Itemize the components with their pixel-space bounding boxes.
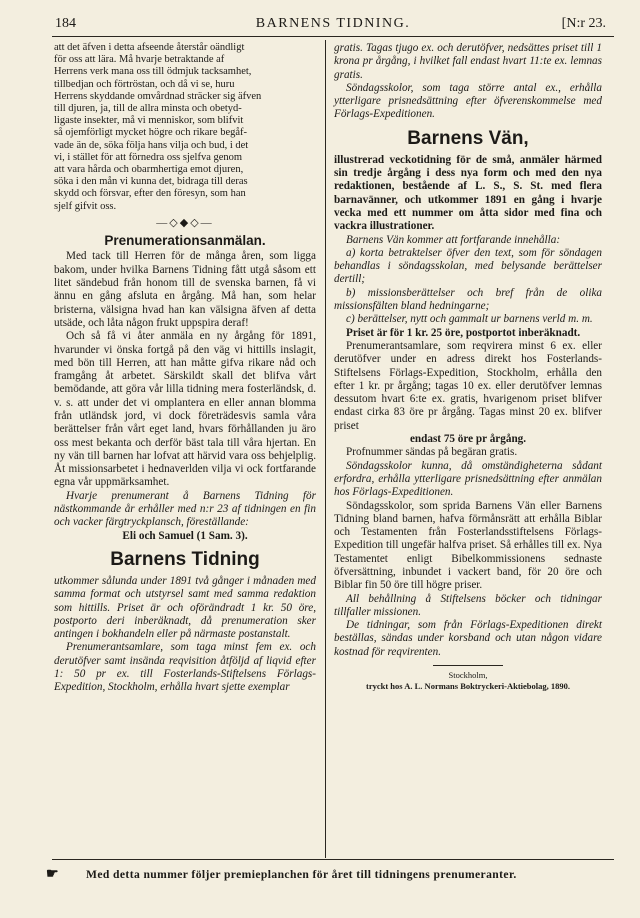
text-line: vi, i stället för att förnedra oss sjelfva genom (54, 151, 243, 163)
paragraph-proceeds: All behållning å Stiftelsens böcker och tidningar tillfaller missionen. (334, 592, 602, 618)
page-number: 184 (55, 16, 76, 31)
footer-text: Med detta nummer följer premieplanchen för året till tidningens prenumeranter. (86, 868, 517, 881)
text-line: skydd och försvar, efter den föresyn, som han (54, 188, 246, 200)
paragraph-premium: Hvarje prenumerant å Barnens Tidning för nästkommande år erhåller med n:r 23 af tidningen en fin och vacker färgtryckplansch, föreställande: (54, 489, 316, 529)
barnens-tidning-title: Barnens Tidning (110, 548, 260, 570)
text-line: söka i den mån vi kunna det, bidraga till deras (54, 176, 248, 188)
paragraph-sunday-schools: Söndagsskolor kunna, då omständigheterna sådant erfordra, erhålla ytterligare prisnedsättning efter anmälan hos Förlags-Expeditionen. (334, 459, 602, 499)
bottom-rule (52, 859, 614, 860)
paragraph-thanks: Med tack till Herren för de många åren, som ligga bakom, under hvilka Barnens Tidning fått utgå såsom ett litet sändebud från honom till de svenska barnen, få vi ännu en gång afsluta en årgång. Må han, som helar bristerna, välsigna hvad han kan välsigna äfven af detta utsäde, och låta någon frukt uppspira deraf! (54, 250, 316, 329)
price-minimum: endast 75 öre pr årgång. (409, 433, 527, 446)
text-line: Herrens skyddande omvårdnad sträcker sig äfven (54, 90, 262, 102)
ornament-divider: —◇◆◇— (156, 216, 214, 229)
text-line: för oss att lära. Må hvarje betraktande af (54, 54, 225, 66)
text-line: vade än de, söka följa hans vilja och bud, i det (54, 139, 249, 151)
sample-copies: Profnummer sändas på begäran gratis. (346, 446, 518, 459)
paragraph-new-year: Och så få vi åter anmäla en ny årgång för 1891, hvarunder vi önska fortgå på den väg vi hittills inslagit, med bön till Herren, att han måtte gifva rikare nåd och framgång åt arbetet. Särskildt skall det blifva vårt bemödande, att göra vår lilla tidning mera fosterländsk, d. v. s. att under det vi omplantera en eller annan blomma från utländsk jord, vi dock företrädesvis samla våra berättelser från vårt eget land, hvars förhållanden ju äro oss mest bekanta och derför bäst tala till våra hjertan. En ny vän till barnen har lofvat att härvid vara oss behjelplig. Åt missionsarbetet i hednaverlden vilja vi ock fortfarande egna vår uppmärksamhet. (54, 330, 316, 489)
imprint-printer: tryckt hos A. L. Normans Boktryckeri-Aktiebolag, 1890. (366, 681, 570, 692)
content-item-a: a) korta betraktelser öfver den text, som för söndagen behandlas i söndagsskolan, med belysande berättelser dertill; (334, 246, 602, 286)
paragraph-gratis: gratis. Tagas tjugo ex. och derutöfver, nedsättes priset till 1 krona pr årgång, i hvilket fall endast hvart 11:te ex. lemnas gratis. (334, 42, 602, 81)
text-line: Herrens verk mana oss till ödmjuk tacksamhet, (54, 66, 252, 78)
issue-number: [N:r 23. (561, 16, 606, 31)
paragraph-sunday-discount: Söndagsskolor, som taga större antal ex., erhålla ytterligare prisnedsättning efter öfverenskommelse med Förlags-Expeditionen. (334, 81, 602, 121)
paragraph-delivery: De tidningar, som från Förlags-Expeditionen direkt beställas, sändas under korsband och utan någon vidare kostnad för reqvirenten. (334, 619, 602, 658)
imprint-city: Stockholm, (448, 670, 488, 681)
masthead-title: BARNENS TIDNING. (255, 16, 411, 31)
section-heading: Prenumerationsanmälan. (104, 233, 266, 249)
left-column (54, 42, 316, 695)
text-line: ligaste insekter, må vi menniskor, som blifvit (54, 115, 244, 127)
text-line: till djuren, ja, till de allra minsta och obetyd- (54, 103, 242, 115)
text-line: så ojemförligt mycket högre och rikare begåf- (54, 127, 248, 139)
text-line: att det äfven i detta afseende återstår oändligt (54, 42, 245, 53)
plansch-title: Eli och Samuel (1 Sam. 3). (122, 529, 248, 542)
paragraph-bibles: Söndagsskolor, som sprida Barnens Vän eller Barnens Tidning bland barnen, hafva förmånsrätt att erhålla Biblar och Testamenten från Fosterlandsstiftelsens Förlags-Expedition till ungefär halfva priset. Så erhålles till ex. Nya Testamentet enligt Bibelkommissionens sednaste öfversättning, inbundet i vackert band, för 20 öre och Biblar fin 50 öre till högre priser. (334, 499, 602, 592)
text-line: tillbedjan och förtröstan, och då vi se, huru (54, 78, 235, 90)
paragraph-collectors: Prenumerantsamlare, som taga minst fem ex. och derutöfver samt insända reqvisition åtföljd af liqvid efter 1: 50 pr ex. till Fosterlands-Stiftelsens Förlags-Expedition, Stockholm, erhålla hvart sjette exemplar (54, 641, 316, 694)
content-item-b: b) missionsberättelser och bref från de olika missionsfälten bland hedningarne; (334, 286, 602, 313)
price-line: Priset är för 1 kr. 25 öre, postportot inberäknadt. (346, 326, 581, 339)
article-ending (54, 42, 316, 213)
page-header (52, 14, 614, 37)
paragraph-barnens-van: illustrerad veckotidning för de små, anmäler härmed sin tredje årgång i dess nya form och med den nya redaktionen, bestående af L. S., S. St. med flera barnavänner, och utkommer 1891 en gång i hvarje vecka med ett nummer om åtta sidor med fina och vackra illustrationer. (334, 153, 602, 233)
paragraph-publication: utkommer sålunda under 1891 två gånger i månaden med samma format och utstyrsel samt med samma redaktion som hittills. Priset är och oförändradt 1 kr. 50 öre, postporto deri inberäknadt, då prenumeration sker antingen i bokhandeln eller på närmaste postanstalt. (54, 574, 316, 641)
contents-intro: Barnens Vän kommer att fortfarande innehålla: (346, 233, 561, 246)
footer-notice (46, 867, 616, 883)
content-item-c: c) berättelser, nytt och gammalt ur barnens verld m. m. (346, 313, 593, 326)
right-column (334, 42, 602, 692)
imprint (334, 670, 602, 692)
text-line: sjelf gifvit oss. (54, 200, 117, 212)
barnens-van-title: Barnens Vän, (407, 127, 529, 149)
text-line: att vara hårda och obarmhertiga emot djuren, (54, 164, 244, 176)
column-divider (325, 40, 326, 858)
pointing-hand-icon: ☛ (46, 867, 59, 882)
paragraph-subscription-collectors: Prenumerantsamlare, som reqvirera minst 6 ex. eller derutöfver under en adress direkt hos Fosterlands-Stiftelsens Förlags-Expedition, Stockholm, erhålla den efter 1 kr. pr årgång; tagas 10 ex. eller derutöfver lemnas dessutom hvart 6:te ex. gratis, hvarigenom priset blifver endast cirka 83 öre pr årgång. Tagas minst 20 ex. blifver priset (334, 339, 602, 432)
imprint-rule (433, 665, 503, 666)
